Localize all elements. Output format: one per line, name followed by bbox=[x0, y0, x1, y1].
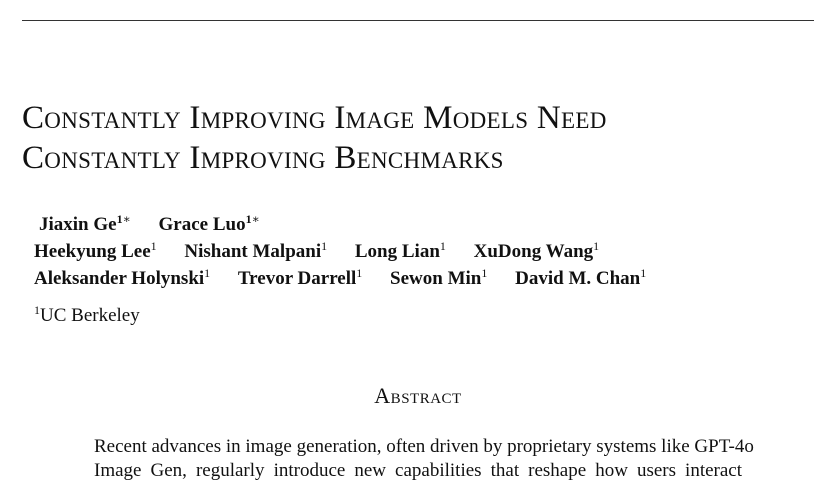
author-row-1 bbox=[34, 211, 669, 238]
author: Nishant Malpani$^1$ bbox=[184, 239, 328, 262]
author: David M. Chan$^1$ bbox=[515, 266, 647, 289]
author: Trevor Darrell$^1$ bbox=[237, 266, 363, 289]
abstract-body bbox=[94, 435, 754, 483]
paper-title bbox=[22, 98, 814, 178]
author: Long Lian$^1$ bbox=[354, 239, 446, 262]
author-list bbox=[34, 211, 669, 292]
affiliation: $^1$UC Berkeley bbox=[34, 303, 140, 326]
abstract-heading: Abstract bbox=[374, 383, 462, 408]
author: Sewon Min$^1$ bbox=[390, 266, 488, 289]
abstract-line-1: Recent advances in image generation, often driven by proprietary systems like GPT-4o bbox=[94, 436, 754, 457]
author: Jiaxin $Ge^{1∗}$ bbox=[39, 212, 131, 235]
author: Heekyung Lee$^1$ bbox=[34, 239, 157, 262]
title-line-2: Constantly Improving Benchmarks bbox=[22, 140, 504, 176]
author: Grace Luo$^{1∗}$ bbox=[158, 212, 260, 235]
author: Aleksander Holynski$^1$ bbox=[34, 266, 211, 289]
title-line-1: Constantly Improving Image Models Need bbox=[22, 100, 607, 136]
abstract-line-2: Image Gen, regularly introduce new capabilities that reshape how users interact bbox=[94, 460, 742, 481]
author-row-2 bbox=[34, 238, 669, 265]
top-rule bbox=[22, 20, 814, 21]
author: XuDong Wang$^1$ bbox=[473, 239, 600, 262]
author-row-3 bbox=[34, 265, 669, 292]
